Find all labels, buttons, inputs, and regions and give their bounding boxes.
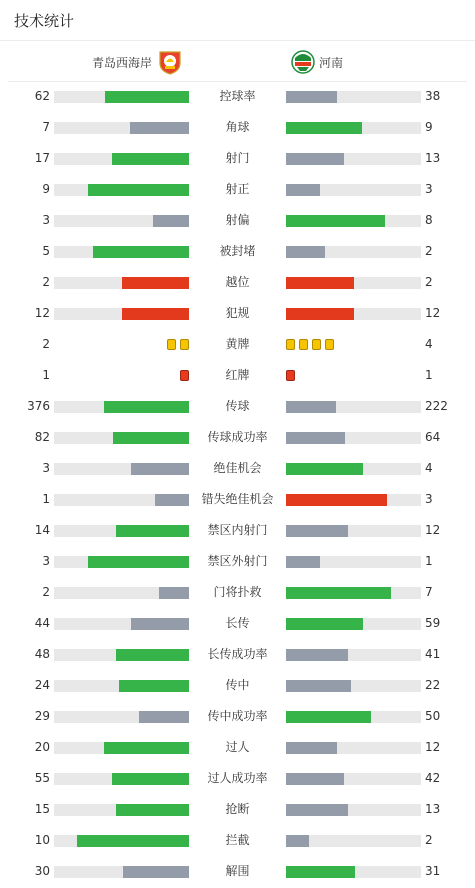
away-bar [286, 401, 421, 413]
home-bar [54, 649, 189, 661]
away-bar [286, 835, 421, 847]
home-bar [54, 587, 189, 599]
stat-label: 角球 [225, 120, 250, 134]
home-bar [54, 618, 189, 630]
home-bar [54, 742, 189, 754]
away-value: 3 [425, 182, 433, 196]
home-bar [54, 277, 189, 289]
stat-row [0, 267, 475, 298]
home-bar [54, 804, 189, 816]
away-bar [286, 804, 421, 816]
home-bar [54, 773, 189, 785]
away-value: 13 [425, 151, 441, 165]
away-bar-fill [286, 246, 325, 258]
away-bar [286, 866, 421, 878]
home-bar-fill [116, 649, 189, 661]
stat-row [0, 794, 475, 825]
away-value: 8 [425, 213, 433, 227]
stat-row [0, 112, 475, 143]
away-value: 7 [425, 585, 433, 599]
home-value: 44 [34, 616, 50, 630]
home-bar-fill [123, 866, 189, 878]
home-value: 2 [42, 337, 50, 351]
stat-label: 抢断 [225, 802, 250, 816]
stat-label: 控球率 [219, 89, 256, 103]
stat-label: 解围 [225, 864, 250, 878]
away-bar-fill [286, 804, 348, 816]
home-value: 20 [34, 740, 50, 754]
away-bar-fill [286, 835, 309, 847]
home-bar [54, 184, 189, 196]
home-bar-fill [159, 587, 189, 599]
stat-row [0, 360, 475, 391]
away-bar-fill [286, 308, 354, 320]
home-value: 62 [34, 89, 50, 103]
red-card-icon [286, 370, 295, 381]
stat-label: 被封堵 [219, 244, 256, 258]
home-value: 5 [42, 244, 50, 258]
away-bar-fill [286, 773, 344, 785]
stat-row [0, 81, 475, 112]
away-value: 4 [425, 337, 433, 351]
home-bar [54, 246, 189, 258]
stat-label: 红牌 [225, 368, 250, 382]
away-value: 50 [425, 709, 441, 723]
away-value: 1 [425, 554, 433, 568]
away-bar-fill [286, 742, 337, 754]
away-value: 2 [425, 275, 433, 289]
stat-label: 传球成功率 [207, 430, 268, 444]
home-value: 82 [34, 430, 50, 444]
home-bar-fill [119, 680, 189, 692]
stat-label: 黄牌 [225, 337, 250, 351]
away-value: 38 [425, 89, 441, 103]
stat-row [0, 143, 475, 174]
home-bar-fill [116, 525, 189, 537]
stat-row [0, 174, 475, 205]
away-value: 64 [425, 430, 441, 444]
home-bar-fill [122, 308, 190, 320]
stat-row [0, 639, 475, 670]
stat-label: 越位 [225, 275, 250, 289]
stat-label: 传中成功率 [207, 709, 268, 723]
stat-label: 射正 [225, 182, 250, 196]
yellow-card-icon [286, 339, 295, 350]
home-team[interactable] [92, 49, 182, 75]
home-bar [54, 463, 189, 475]
away-cards [286, 338, 334, 352]
stat-label: 过人 [225, 740, 250, 754]
home-value: 3 [42, 461, 50, 475]
away-bar-fill [286, 401, 336, 413]
away-bar-fill [286, 153, 344, 165]
home-value: 14 [34, 523, 50, 537]
home-bar [54, 680, 189, 692]
yellow-card-icon [180, 339, 189, 350]
home-bar-fill [113, 432, 189, 444]
away-bar [286, 711, 421, 723]
home-bar-fill [155, 494, 189, 506]
away-bar [286, 773, 421, 785]
stat-label: 绝佳机会 [213, 461, 262, 475]
home-bar-fill [153, 215, 189, 227]
stat-label: 拦截 [225, 833, 250, 847]
home-bar [54, 835, 189, 847]
away-value: 12 [425, 523, 441, 537]
home-bar-fill [131, 618, 189, 630]
away-value: 59 [425, 616, 441, 630]
teams-row [8, 41, 467, 82]
stat-label: 禁区内射门 [207, 523, 268, 537]
home-bar [54, 308, 189, 320]
home-value: 3 [42, 554, 50, 568]
stat-row [0, 546, 475, 577]
away-bar [286, 742, 421, 754]
stat-row [0, 298, 475, 329]
stat-label: 错失绝佳机会 [201, 492, 274, 506]
away-bar-fill [286, 525, 348, 537]
stat-label: 禁区外射门 [207, 554, 268, 568]
yellow-card-icon [167, 339, 176, 350]
home-bar [54, 711, 189, 723]
away-team-crest-icon [291, 49, 315, 75]
stat-row [0, 484, 475, 515]
stat-row [0, 236, 475, 267]
away-bar-fill [286, 432, 345, 444]
away-value: 222 [425, 399, 448, 413]
away-value: 13 [425, 802, 441, 816]
away-team-name: 河南 [319, 55, 344, 70]
home-value: 15 [34, 802, 50, 816]
home-bar-fill [112, 773, 189, 785]
away-bar-fill [286, 680, 351, 692]
stat-label: 传球 [225, 399, 250, 413]
away-bar [286, 153, 421, 165]
away-bar-fill [286, 556, 320, 568]
home-value: 29 [34, 709, 50, 723]
stat-row [0, 856, 475, 887]
away-value: 2 [425, 244, 433, 258]
yellow-card-icon [299, 339, 308, 350]
stat-row [0, 453, 475, 484]
away-bar [286, 649, 421, 661]
stat-row [0, 763, 475, 794]
home-value: 9 [42, 182, 50, 196]
stat-row [0, 608, 475, 639]
away-bar [286, 525, 421, 537]
stats-list [0, 81, 475, 887]
home-cards [180, 369, 189, 383]
away-bar [286, 215, 421, 227]
home-value: 3 [42, 213, 50, 227]
home-value: 10 [34, 833, 50, 847]
away-bar [286, 432, 421, 444]
away-value: 9 [425, 120, 433, 134]
away-bar-fill [286, 215, 385, 227]
home-bar-fill [93, 246, 189, 258]
away-bar-fill [286, 277, 354, 289]
stats-header [0, 0, 475, 41]
home-team-crest-icon [158, 49, 182, 75]
stat-label: 射门 [225, 151, 250, 165]
away-value: 31 [425, 864, 441, 878]
stat-label: 过人成功率 [207, 771, 268, 785]
stat-label: 门将扑救 [213, 585, 262, 599]
away-team[interactable] [291, 49, 343, 75]
home-bar-fill [139, 711, 189, 723]
stat-label: 犯规 [225, 306, 250, 320]
away-bar [286, 308, 421, 320]
away-value: 2 [425, 833, 433, 847]
home-value: 55 [34, 771, 50, 785]
home-bar-fill [104, 742, 189, 754]
stat-label: 长传成功率 [207, 647, 268, 661]
away-value: 22 [425, 678, 441, 692]
home-value: 48 [34, 647, 50, 661]
home-value: 30 [34, 864, 50, 878]
away-bar-fill [286, 711, 371, 723]
stat-label: 传中 [225, 678, 250, 692]
stat-label: 长传 [225, 616, 250, 630]
away-bar [286, 246, 421, 258]
stat-row [0, 515, 475, 546]
away-bar-fill [286, 91, 337, 103]
away-bar [286, 91, 421, 103]
away-bar-fill [286, 463, 363, 475]
home-bar-fill [116, 804, 189, 816]
away-value: 42 [425, 771, 441, 785]
away-bar [286, 680, 421, 692]
home-value: 1 [42, 492, 50, 506]
stat-row [0, 329, 475, 360]
home-bar [54, 525, 189, 537]
home-bar [54, 122, 189, 134]
home-bar [54, 215, 189, 227]
away-bar [286, 556, 421, 568]
away-bar [286, 122, 421, 134]
stat-row [0, 670, 475, 701]
away-value: 41 [425, 647, 441, 661]
away-value: 1 [425, 368, 433, 382]
home-bar [54, 494, 189, 506]
home-team-name: 青岛西海岸 [91, 55, 152, 70]
home-bar-fill [122, 277, 190, 289]
home-bar [54, 153, 189, 165]
yellow-card-icon [325, 339, 334, 350]
home-bar-fill [88, 184, 189, 196]
home-bar [54, 432, 189, 444]
home-cards [167, 338, 189, 352]
home-bar-fill [130, 122, 189, 134]
home-value: 12 [34, 306, 50, 320]
away-bar [286, 494, 421, 506]
stat-row [0, 825, 475, 856]
away-bar-fill [286, 184, 320, 196]
red-card-icon [180, 370, 189, 381]
away-bar-fill [286, 649, 348, 661]
away-bar [286, 277, 421, 289]
away-bar-fill [286, 122, 362, 134]
stat-row [0, 205, 475, 236]
away-bar-fill [286, 494, 387, 506]
home-value: 1 [42, 368, 50, 382]
stat-row [0, 732, 475, 763]
away-bar-fill [286, 587, 391, 599]
yellow-card-icon [312, 339, 321, 350]
away-value: 12 [425, 306, 441, 320]
away-bar [286, 618, 421, 630]
home-bar-fill [112, 153, 189, 165]
stat-row [0, 391, 475, 422]
away-bar-fill [286, 618, 363, 630]
home-value: 2 [42, 585, 50, 599]
away-value: 3 [425, 492, 433, 506]
away-bar [286, 463, 421, 475]
home-bar [54, 401, 189, 413]
home-value: 376 [27, 399, 50, 413]
home-value: 7 [42, 120, 50, 134]
home-value: 17 [34, 151, 50, 165]
stat-row [0, 422, 475, 453]
stat-row [0, 577, 475, 608]
stat-row [0, 701, 475, 732]
home-bar-fill [105, 91, 189, 103]
home-value: 24 [34, 678, 50, 692]
home-bar [54, 91, 189, 103]
home-bar-fill [104, 401, 189, 413]
away-bar [286, 587, 421, 599]
home-value: 2 [42, 275, 50, 289]
away-value: 4 [425, 461, 433, 475]
away-cards [286, 369, 295, 383]
away-value: 12 [425, 740, 441, 754]
home-bar-fill [88, 556, 189, 568]
home-bar-fill [77, 835, 189, 847]
home-bar [54, 556, 189, 568]
home-bar-fill [131, 463, 189, 475]
away-bar [286, 184, 421, 196]
home-bar [54, 866, 189, 878]
away-bar-fill [286, 866, 355, 878]
page-title: 技术统计 [14, 11, 75, 30]
stat-label: 射偏 [225, 213, 250, 227]
